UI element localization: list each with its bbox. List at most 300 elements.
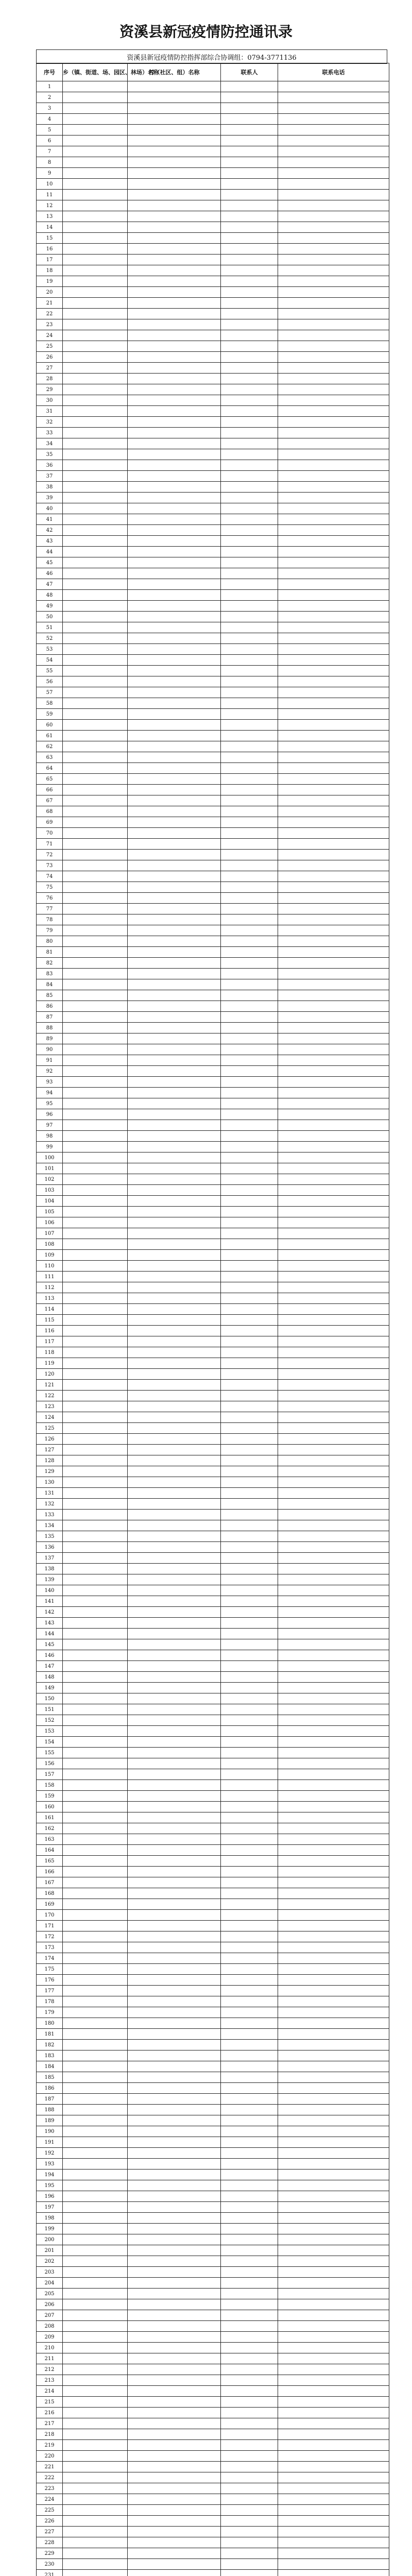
cell-village <box>128 893 221 904</box>
cell-village <box>128 211 221 222</box>
cell-town <box>63 2040 128 2050</box>
cell-phone <box>278 1812 389 1823</box>
cell-contact <box>221 1812 278 1823</box>
cell-contact <box>221 179 278 190</box>
cell-village <box>128 2180 221 2191</box>
cell-phone <box>278 893 389 904</box>
cell-town <box>63 471 128 482</box>
cell-contact <box>221 1877 278 1888</box>
cell-town <box>63 1336 128 1347</box>
cell-contact <box>221 914 278 925</box>
cell-town <box>63 2213 128 2224</box>
table-row <box>37 1066 389 1077</box>
cell-town <box>63 1401 128 1412</box>
cell-phone <box>278 1163 389 1174</box>
cell-town <box>63 233 128 244</box>
cell-phone <box>278 1488 389 1499</box>
cell-index: 43 <box>37 536 63 547</box>
cell-contact <box>221 2527 278 2537</box>
cell-index: 153 <box>37 1726 63 1737</box>
cell-contact <box>221 2115 278 2126</box>
cell-village <box>128 2061 221 2072</box>
cell-town <box>63 1380 128 1391</box>
cell-town <box>63 1088 128 1098</box>
cell-town <box>63 1812 128 1823</box>
cell-contact <box>221 2483 278 2494</box>
cell-phone <box>278 1639 389 1650</box>
cell-village <box>128 482 221 493</box>
cell-index: 38 <box>37 482 63 493</box>
table-row <box>37 612 389 622</box>
cell-town <box>63 1726 128 1737</box>
cell-contact <box>221 384 278 395</box>
cell-contact <box>221 2289 278 2299</box>
cell-contact <box>221 2105 278 2115</box>
cell-phone <box>278 1921 389 1931</box>
cell-contact <box>221 1098 278 1109</box>
table-row <box>37 1228 389 1239</box>
cell-contact <box>221 1423 278 1434</box>
table-row <box>37 2202 389 2213</box>
cell-village <box>128 990 221 1001</box>
cell-contact <box>221 2321 278 2332</box>
cell-phone <box>278 287 389 298</box>
cell-contact <box>221 2375 278 2386</box>
cell-phone <box>278 633 389 644</box>
cell-phone <box>278 114 389 125</box>
cell-phone <box>278 1326 389 1336</box>
cell-index: 105 <box>37 1207 63 1217</box>
cell-contact <box>221 2462 278 2472</box>
cell-phone <box>278 81 389 92</box>
cell-town <box>63 200 128 211</box>
cell-contact <box>221 590 278 601</box>
cell-index: 198 <box>37 2213 63 2224</box>
cell-town <box>63 114 128 125</box>
cell-town <box>63 125 128 135</box>
cell-town <box>63 1996 128 2007</box>
cell-phone <box>278 2105 389 2115</box>
cell-index: 220 <box>37 2451 63 2462</box>
table-row <box>37 2040 389 2050</box>
table-row <box>37 1607 389 1618</box>
cell-index: 68 <box>37 806 63 817</box>
cell-phone <box>278 2018 389 2029</box>
cell-index: 190 <box>37 2126 63 2137</box>
cell-phone <box>278 2321 389 2332</box>
cell-village <box>128 1661 221 1672</box>
table-row <box>37 428 389 438</box>
cell-contact <box>221 785 278 795</box>
cell-index: 219 <box>37 2440 63 2451</box>
table-row <box>37 893 389 904</box>
cell-village <box>128 2397 221 2408</box>
cell-phone <box>278 2137 389 2148</box>
cell-village <box>128 1639 221 1650</box>
cell-contact <box>221 233 278 244</box>
cell-index: 212 <box>37 2364 63 2375</box>
cell-village <box>128 438 221 449</box>
cell-village <box>128 1120 221 1131</box>
cell-phone <box>278 1585 389 1596</box>
cell-index: 96 <box>37 1109 63 1120</box>
cell-phone <box>278 904 389 914</box>
cell-index: 13 <box>37 211 63 222</box>
cell-village <box>128 1769 221 1780</box>
cell-village <box>128 2375 221 2386</box>
cell-town <box>63 1531 128 1542</box>
cell-index: 128 <box>37 1455 63 1466</box>
cell-contact <box>221 276 278 287</box>
cell-village <box>128 2018 221 2029</box>
cell-contact <box>221 1899 278 1910</box>
cell-phone <box>278 503 389 514</box>
table-row <box>37 1629 389 1639</box>
cell-village <box>128 1596 221 1607</box>
cell-town <box>63 590 128 601</box>
cell-village <box>128 1520 221 1531</box>
cell-town <box>63 2408 128 2418</box>
cell-contact <box>221 2332 278 2343</box>
cell-index: 106 <box>37 1217 63 1228</box>
table-row <box>37 1012 389 1023</box>
cell-contact <box>221 2267 278 2278</box>
cell-town <box>63 374 128 384</box>
cell-index: 228 <box>37 2537 63 2548</box>
table-row <box>37 1109 389 1120</box>
cell-phone <box>278 1996 389 2007</box>
table-row <box>37 352 389 363</box>
cell-town <box>63 1315 128 1326</box>
cell-phone <box>278 1445 389 1455</box>
cell-town <box>63 1304 128 1315</box>
table-row <box>37 2364 389 2375</box>
cell-contact <box>221 2202 278 2213</box>
cell-index: 218 <box>37 2429 63 2440</box>
cell-contact <box>221 438 278 449</box>
cell-index: 224 <box>37 2494 63 2505</box>
cell-town <box>63 2007 128 2018</box>
cell-phone <box>278 168 389 179</box>
cell-contact <box>221 1228 278 1239</box>
table-row <box>37 2397 389 2408</box>
cell-phone <box>278 774 389 785</box>
cell-village <box>128 666 221 676</box>
cell-contact <box>221 525 278 536</box>
table-row <box>37 2289 389 2299</box>
cell-town <box>63 1109 128 1120</box>
cell-index: 3 <box>37 103 63 114</box>
cell-contact <box>221 1477 278 1488</box>
cell-contact <box>221 969 278 979</box>
cell-town <box>63 2202 128 2213</box>
cell-phone <box>278 1098 389 1109</box>
cell-town <box>63 1942 128 1953</box>
cell-phone <box>278 763 389 774</box>
cell-phone <box>278 125 389 135</box>
cell-village <box>128 601 221 612</box>
cell-phone <box>278 2516 389 2527</box>
cell-contact <box>221 2018 278 2029</box>
cell-index: 185 <box>37 2072 63 2083</box>
cell-village <box>128 1953 221 1964</box>
cell-index: 26 <box>37 352 63 363</box>
cell-index: 115 <box>37 1315 63 1326</box>
table-row <box>37 2007 389 2018</box>
table-row <box>37 2494 389 2505</box>
cell-village <box>128 1964 221 1975</box>
cell-town <box>63 2159 128 2170</box>
cell-phone <box>278 2559 389 2570</box>
cell-phone <box>278 644 389 655</box>
table-row <box>37 1931 389 1942</box>
cell-town <box>63 157 128 168</box>
cell-contact <box>221 1001 278 1012</box>
cell-village <box>128 222 221 233</box>
cell-index: 159 <box>37 1791 63 1802</box>
cell-contact <box>221 2245 278 2256</box>
cell-phone <box>278 2310 389 2321</box>
cell-phone <box>278 1629 389 1639</box>
table-row <box>37 1120 389 1131</box>
cell-town <box>63 1207 128 1217</box>
cell-village <box>128 1163 221 1174</box>
cell-index: 118 <box>37 1347 63 1358</box>
cell-contact <box>221 1661 278 1672</box>
cell-phone <box>278 547 389 557</box>
cell-town <box>63 514 128 525</box>
cell-index: 57 <box>37 687 63 698</box>
cell-index: 215 <box>37 2397 63 2408</box>
cell-index: 30 <box>37 395 63 406</box>
cell-index: 53 <box>37 644 63 655</box>
cell-contact <box>221 222 278 233</box>
cell-contact <box>221 741 278 752</box>
cell-contact <box>221 612 278 622</box>
cell-index: 192 <box>37 2148 63 2159</box>
cell-contact <box>221 1596 278 1607</box>
cell-town <box>63 601 128 612</box>
cell-phone <box>278 2267 389 2278</box>
cell-town <box>63 2451 128 2462</box>
table-row <box>37 1466 389 1477</box>
cell-contact <box>221 2191 278 2202</box>
cell-index: 169 <box>37 1899 63 1910</box>
cell-town <box>63 557 128 568</box>
table-row <box>37 2126 389 2137</box>
cell-phone <box>278 190 389 200</box>
cell-village <box>128 1823 221 1834</box>
table-row <box>37 1510 389 1520</box>
cell-contact <box>221 1510 278 1520</box>
cell-contact <box>221 1142 278 1153</box>
cell-contact <box>221 1986 278 1996</box>
cell-town <box>63 850 128 860</box>
cell-phone <box>278 1228 389 1239</box>
cell-index: 147 <box>37 1661 63 1672</box>
cell-village <box>128 860 221 871</box>
cell-phone <box>278 1975 389 1986</box>
cell-phone <box>278 1077 389 1088</box>
table-row <box>37 1455 389 1466</box>
cell-village <box>128 741 221 752</box>
cell-contact <box>221 1217 278 1228</box>
cell-index: 127 <box>37 1445 63 1455</box>
cell-phone <box>278 1650 389 1661</box>
cell-index: 62 <box>37 741 63 752</box>
cell-village <box>128 828 221 839</box>
table-row <box>37 1574 389 1585</box>
cell-phone <box>278 1499 389 1510</box>
cell-village <box>128 1845 221 1856</box>
cell-village <box>128 590 221 601</box>
cell-village <box>128 1888 221 1899</box>
cell-town <box>63 460 128 471</box>
cell-village <box>128 644 221 655</box>
cell-village <box>128 969 221 979</box>
cell-village <box>128 731 221 741</box>
table-row <box>37 1163 389 1174</box>
table-row <box>37 2094 389 2105</box>
cell-town <box>63 622 128 633</box>
cell-index: 187 <box>37 2094 63 2105</box>
cell-phone <box>278 1942 389 1953</box>
cell-village <box>128 1856 221 1867</box>
cell-contact <box>221 1888 278 1899</box>
cell-phone <box>278 1520 389 1531</box>
table-row <box>37 795 389 806</box>
cell-contact <box>221 1823 278 1834</box>
cell-phone <box>278 2072 389 2083</box>
cell-contact <box>221 1748 278 1758</box>
cell-town <box>63 828 128 839</box>
cell-index: 119 <box>37 1358 63 1369</box>
cell-contact <box>221 1282 278 1293</box>
cell-town <box>63 179 128 190</box>
cell-town <box>63 1888 128 1899</box>
cell-town <box>63 1239 128 1250</box>
cell-contact <box>221 1088 278 1098</box>
table-row <box>37 2180 389 2191</box>
cell-town <box>63 1564 128 1574</box>
cell-village <box>128 2527 221 2537</box>
cell-village <box>128 568 221 579</box>
cell-index: 104 <box>37 1196 63 1207</box>
cell-index: 70 <box>37 828 63 839</box>
cell-phone <box>278 374 389 384</box>
cell-phone <box>278 590 389 601</box>
cell-town <box>63 2234 128 2245</box>
cell-town <box>63 1585 128 1596</box>
table-row <box>37 1044 389 1055</box>
cell-town <box>63 1845 128 1856</box>
table-row <box>37 1401 389 1412</box>
cell-index: 50 <box>37 612 63 622</box>
cell-index: 32 <box>37 417 63 428</box>
cell-contact <box>221 687 278 698</box>
cell-town <box>63 103 128 114</box>
cell-contact <box>221 1975 278 1986</box>
table-row <box>37 1477 389 1488</box>
cell-village <box>128 2040 221 2050</box>
cell-index: 138 <box>37 1564 63 1574</box>
table-row <box>37 157 389 168</box>
table-row <box>37 1639 389 1650</box>
cell-contact <box>221 1964 278 1975</box>
cell-contact <box>221 482 278 493</box>
cell-contact <box>221 255 278 265</box>
cell-phone <box>278 514 389 525</box>
table-row <box>37 1153 389 1163</box>
cell-index: 59 <box>37 709 63 720</box>
cell-index: 100 <box>37 1153 63 1163</box>
cell-village <box>128 1423 221 1434</box>
cell-town <box>63 2126 128 2137</box>
cell-index: 172 <box>37 1931 63 1942</box>
cell-index: 35 <box>37 449 63 460</box>
cell-contact <box>221 990 278 1001</box>
cell-contact <box>221 460 278 471</box>
cell-index: 116 <box>37 1326 63 1336</box>
cell-village <box>128 103 221 114</box>
cell-village <box>128 2429 221 2440</box>
table-row <box>37 2083 389 2094</box>
cell-town <box>63 1769 128 1780</box>
cell-village <box>128 374 221 384</box>
cell-index: 69 <box>37 817 63 828</box>
cell-contact <box>221 1715 278 1726</box>
cell-phone <box>278 1033 389 1044</box>
cell-town <box>63 1520 128 1531</box>
cell-contact <box>221 1044 278 1055</box>
cell-village <box>128 904 221 914</box>
cell-phone <box>278 265 389 276</box>
table-row <box>37 1272 389 1282</box>
cell-phone <box>278 2472 389 2483</box>
cell-index: 216 <box>37 2408 63 2418</box>
cell-town <box>63 309 128 319</box>
cell-index: 48 <box>37 590 63 601</box>
cell-index: 193 <box>37 2159 63 2170</box>
cell-town <box>63 2289 128 2299</box>
table-row <box>37 2224 389 2234</box>
cell-village <box>128 287 221 298</box>
cell-contact <box>221 1910 278 1921</box>
table-row <box>37 2451 389 2462</box>
table-row <box>37 1867 389 1877</box>
cell-index: 55 <box>37 666 63 676</box>
cell-contact <box>221 1856 278 1867</box>
cell-index: 44 <box>37 547 63 557</box>
table-row <box>37 1499 389 1510</box>
cell-index: 126 <box>37 1434 63 1445</box>
cell-phone <box>278 839 389 850</box>
cell-contact <box>221 1629 278 1639</box>
cell-index: 103 <box>37 1185 63 1196</box>
cell-town <box>63 1975 128 1986</box>
cell-village <box>128 2115 221 2126</box>
cell-village <box>128 1412 221 1423</box>
table-row <box>37 1975 389 1986</box>
cell-village <box>128 2559 221 2570</box>
cell-contact <box>221 709 278 720</box>
table-row <box>37 1131 389 1142</box>
cell-index: 18 <box>37 265 63 276</box>
cell-contact <box>221 2213 278 2224</box>
cell-index: 202 <box>37 2256 63 2267</box>
cell-town <box>63 1098 128 1109</box>
cell-contact <box>221 2310 278 2321</box>
